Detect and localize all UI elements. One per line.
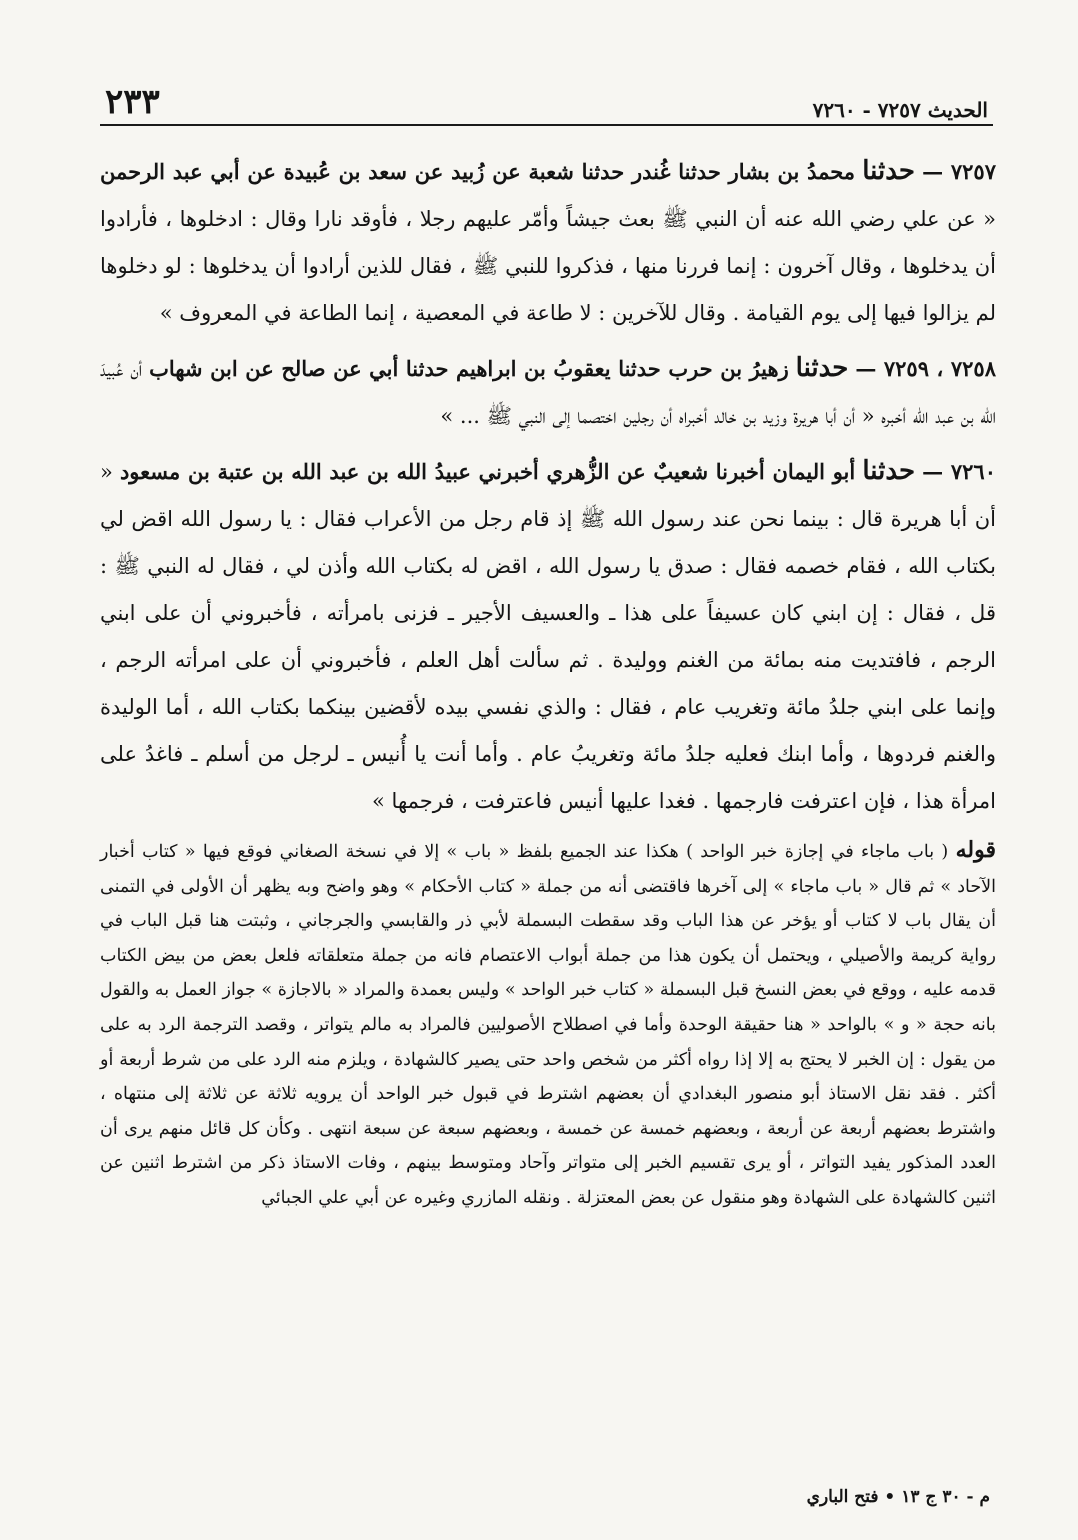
- printer-signature: م - ٣٠ ج ١٣ • فتح الباري: [806, 1487, 990, 1507]
- hadith-7257: [100, 148, 996, 337]
- hadith-keyword: حدثنا: [862, 456, 916, 486]
- hadith-isnad: محمدُ بن بشار حدثنا غُندر حدثنا شعبة عن زُبيد عن سعد بن عُبيدة عن أبي عبد الرحمن: [100, 159, 856, 184]
- running-title: الحديث ٧٢٥٧ - ٧٢٦٠: [812, 98, 988, 122]
- hadith-keyword: حدثنا: [862, 156, 915, 186]
- hadith-isnad: زهيرُ بن حرب حدثنا يعقوبُ بن ابراهيم حدثنا أبي عن صالح عن ابن شهاب: [149, 356, 789, 381]
- commentary-text: ( باب ماجاء في إجازة خبر الواحد ) هكذا عند الجميع بلفظ « باب » إلا في نسخة الصغاني فوقع فيها « كتاب أخبار الآحاد » ثم قال « باب ماجاء » إلى آخرها فاقتضى أنه من جملة « كتاب الأحكام » وهو واضح وبه يظهر أن الأولى في التمنى أن يقال باب لا كتاب أو يؤخر عن هذا الباب وقد سقطت البسملة لأبي ذر والقابسي والجرجاني ، وثبتت هنا قبل الباب في رواية كريمة والأصيلي ، ويحتمل أن يكون هذا من جملة أبواب الاعتصام فانه من جملة متعلقاته فلعل بعض من بيض الكتاب قدمه عليه ، ووقع في بعض النسخ قبل البسملة « كتاب خبر الواحد » وليس بعمدة والمراد « بالاجازة » جواز العمل به والقول بانه حجة « و » بالواحد « هنا حقيقة الوحدة وأما في اصطلاح الأصوليين فالمراد به مالم يتواتر ، وقصد الترجمة الرد به على من يقول : إن الخبر لا يحتج به إلا إذا رواه أكثر من شخص واحد حتى يصير كالشهادة ، ويلزم منه الرد على من شرط أربعة أو أكثر . فقد نقل الاستاذ أبو منصور البغدادي أن بعضهم اشترط في قبول خبر الواحد أن يرويه ثلاثة عن ثلاثة إلى منتهاه ، واشترط بعضهم أربعة عن أربعة ، وبعضهم خمسة عن خمسة ، وبعضهم سبعة عن سبعة انتهى . وكأن كل قائل منهم يرى أن العدد المذكور يفيد التواتر ، أو يرى تقسيم الخبر إلى متواتر وآحاد ومتوسط بينهم ، وفات الاستاذ ذكر من اشترط اثنين عن اثنين كالشهادة على الشهادة وهو منقول عن بعض المعتزلة . ونقله المازري وغيره عن أبي علي الجبائي: [100, 842, 996, 1208]
- hadith-matn: « أن أبا هريرة قال : بينما نحن عند رسول الله ﷺ إذ قام رجل من الأعراب فقال : يا رسول الله اقض لي بكتاب الله ، فقام خصمه فقال : صدق يا رسول الله ، اقض له بكتاب الله وأذن لي ، فقال له النبي ﷺ : قل ، فقال : إن ابني كان عسيفاً على هذا ـ والعسيف الأجير ـ فزنى بامرأته ، فأخبروني أن على ابني الرجم ، فافتديت منه بمائة من الغنم ووليدة . ثم سألت أهل العلم ، فأخبروني أن على امرأته الرجم ، وإنما على ابني جلدُ مائة وتغريب عام ، فقال : والذي نفسي بيده لأقضين بينكما بكتاب الله ، أما الوليدة والغنم فردوها ، وأما ابنك فعليه جلدُ مائة وتغريبُ عام . وأما أنت يا أُنيس ـ لرجل من أسلم ـ فاغدُ على امرأة هذا ، فإن اعترفت فارجمها . فغدا عليها أنيس فاعترفت ، فرجمها »: [100, 460, 996, 813]
- hadith-7260: [100, 448, 996, 825]
- hadith-number: ٧٢٦٠ —: [922, 459, 996, 484]
- commentary: [100, 833, 996, 1216]
- commentary-keyword: قوله: [955, 837, 996, 863]
- page-body: [100, 148, 996, 1216]
- hadith-isnad: أبو اليمان أخبرنا شعيبٌ عن الزُّهري أخبرني عبيدُ الله بن عبد الله بن عتبة بن مسعود: [119, 459, 856, 484]
- hadith-number: ٧٢٥٨ ، ٧٢٥٩ —: [855, 356, 996, 381]
- hadith-matn: أن عُبيدَ الله بن عبد الله أخبره « أن أبا هريرة وزيد بن خالد أخبراه أن رجلين اختصما إلى النبي ﷺ ... »: [100, 357, 996, 428]
- hadith-keyword: حدثنا: [795, 353, 849, 383]
- page-number: ٢٣٣: [105, 82, 160, 122]
- hadith-matn: « عن علي رضي الله عنه أن النبي ﷺ بعث جيشاً وأمّر عليهم رجلا ، فأوقد نارا وقال : ادخلوها ، فأرادوا أن يدخلوها ، وقال آخرون : إنما فررنا منها ، فذكروا للنبي ﷺ ، فقال للذين أرادوا أن يدخلوها : لو دخلوها لم يزالوا فيها إلى يوم القيامة . وقال للآخرين : لا طاعة في المعصية ، إنما الطاعة في المعروف »: [100, 207, 996, 325]
- hadith-7258-7259: [100, 345, 996, 440]
- page-header: [105, 82, 988, 122]
- hadith-number: ٧٢٥٧ —: [922, 159, 996, 184]
- header-rule: [100, 124, 993, 126]
